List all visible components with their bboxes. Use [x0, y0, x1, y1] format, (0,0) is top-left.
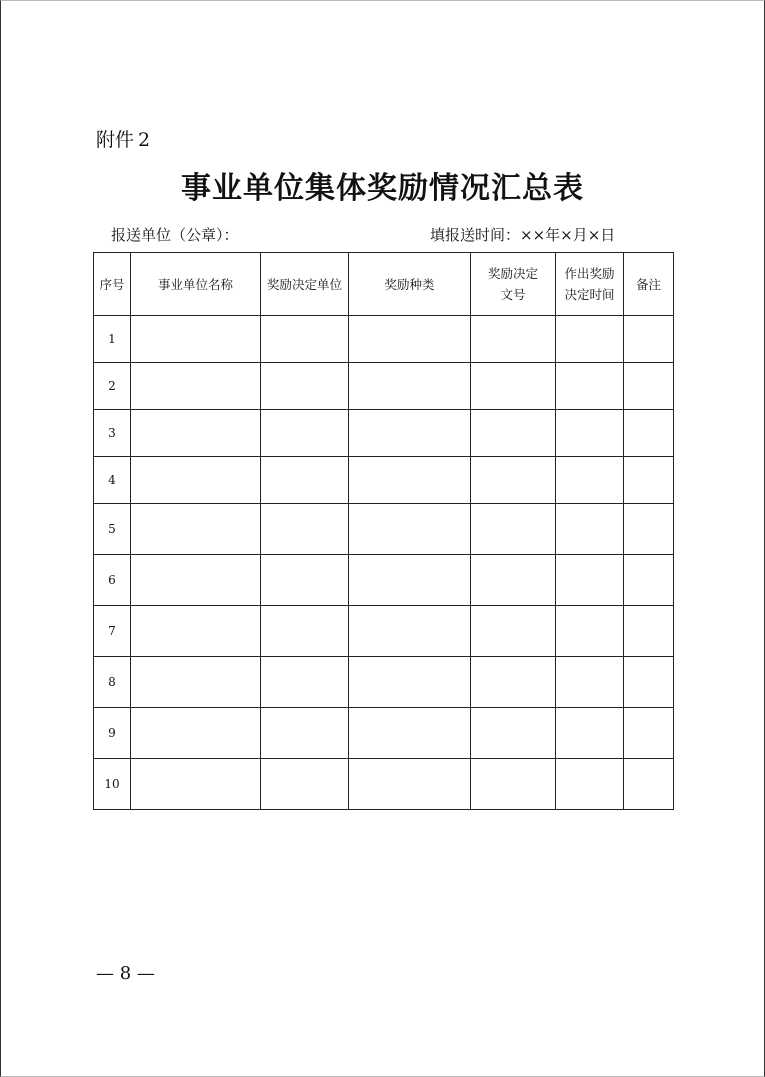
cell-remarks[interactable]: [624, 316, 674, 363]
row-seq: 8: [94, 657, 131, 708]
cell-remarks[interactable]: [624, 759, 674, 810]
cell-decision-time[interactable]: [556, 708, 624, 759]
cell-award-type[interactable]: [349, 708, 471, 759]
reporting-date-label: 填报送时间：××年×月×日: [430, 226, 616, 244]
cell-unit-name[interactable]: [131, 657, 261, 708]
cell-decision-unit[interactable]: [261, 606, 349, 657]
header-decision-time-line2: 决定时间: [564, 287, 615, 302]
cell-decision-unit[interactable]: [261, 457, 349, 504]
cell-remarks[interactable]: [624, 657, 674, 708]
header-decision-doc-no: [471, 253, 556, 316]
table-row: [94, 555, 674, 606]
cell-remarks[interactable]: [624, 504, 674, 555]
cell-decision-unit[interactable]: [261, 657, 349, 708]
row-seq: 3: [94, 410, 131, 457]
attachment-text: 附件: [96, 129, 135, 151]
cell-award-type[interactable]: [349, 657, 471, 708]
row-seq: 7: [94, 606, 131, 657]
cell-doc-no[interactable]: [471, 606, 556, 657]
table-row: [94, 316, 674, 363]
cell-remarks[interactable]: [624, 708, 674, 759]
cell-doc-no[interactable]: [471, 316, 556, 363]
cell-award-type[interactable]: [349, 410, 471, 457]
row-seq: 6: [94, 555, 131, 606]
attachment-label: [96, 125, 150, 152]
cell-decision-unit[interactable]: [261, 759, 349, 810]
cell-award-type[interactable]: [349, 363, 471, 410]
row-seq: 4: [94, 457, 131, 504]
cell-doc-no[interactable]: [471, 457, 556, 504]
header-decision-unit: 奖励决定单位: [261, 253, 349, 316]
header-decision-time-line1: 作出奖励: [564, 266, 615, 281]
cell-unit-name[interactable]: [131, 363, 261, 410]
table-header-row: [94, 253, 674, 316]
table-row: [94, 363, 674, 410]
cell-decision-unit[interactable]: [261, 504, 349, 555]
cell-award-type[interactable]: [349, 504, 471, 555]
cell-remarks[interactable]: [624, 410, 674, 457]
cell-award-type[interactable]: [349, 759, 471, 810]
row-seq: 9: [94, 708, 131, 759]
cell-decision-time[interactable]: [556, 606, 624, 657]
cell-award-type[interactable]: [349, 316, 471, 363]
header-decision-time: [556, 253, 624, 316]
cell-doc-no[interactable]: [471, 657, 556, 708]
header-award-type: 奖励种类: [349, 253, 471, 316]
row-seq: 10: [94, 759, 131, 810]
cell-award-type[interactable]: [349, 555, 471, 606]
cell-decision-time[interactable]: [556, 363, 624, 410]
cell-doc-no[interactable]: [471, 363, 556, 410]
cell-decision-time[interactable]: [556, 316, 624, 363]
cell-doc-no[interactable]: [471, 504, 556, 555]
cell-unit-name[interactable]: [131, 555, 261, 606]
reporting-unit-label: 报送单位（公章）：: [111, 226, 239, 244]
row-seq: 5: [94, 504, 131, 555]
cell-decision-time[interactable]: [556, 457, 624, 504]
header-seq: 序号: [94, 253, 131, 316]
summary-table: [93, 252, 674, 810]
cell-decision-unit[interactable]: [261, 708, 349, 759]
cell-unit-name[interactable]: [131, 606, 261, 657]
cell-decision-time[interactable]: [556, 657, 624, 708]
header-decision-doc-no-line2: 文号: [500, 287, 526, 302]
cell-unit-name[interactable]: [131, 504, 261, 555]
cell-award-type[interactable]: [349, 606, 471, 657]
row-seq: 2: [94, 363, 131, 410]
cell-unit-name[interactable]: [131, 410, 261, 457]
table-row: [94, 457, 674, 504]
page-number: — 8 —: [96, 963, 155, 984]
table-row: [94, 504, 674, 555]
cell-remarks[interactable]: [624, 363, 674, 410]
table-row: [94, 410, 674, 457]
table-row: [94, 708, 674, 759]
cell-decision-time[interactable]: [556, 410, 624, 457]
table-row: [94, 606, 674, 657]
cell-decision-unit[interactable]: [261, 555, 349, 606]
cell-decision-time[interactable]: [556, 504, 624, 555]
cell-decision-time[interactable]: [556, 555, 624, 606]
cell-decision-unit[interactable]: [261, 316, 349, 363]
header-decision-doc-no-line1: 奖励决定: [487, 266, 538, 281]
cell-remarks[interactable]: [624, 606, 674, 657]
header-remarks: 备注: [624, 253, 674, 316]
cell-remarks[interactable]: [624, 457, 674, 504]
cell-unit-name[interactable]: [131, 457, 261, 504]
cell-doc-no[interactable]: [471, 410, 556, 457]
table-row: [94, 759, 674, 810]
cell-remarks[interactable]: [624, 555, 674, 606]
header-unit-name: 事业单位名称: [131, 253, 261, 316]
cell-doc-no[interactable]: [471, 555, 556, 606]
cell-doc-no[interactable]: [471, 708, 556, 759]
row-seq: 1: [94, 316, 131, 363]
cell-decision-time[interactable]: [556, 759, 624, 810]
cell-unit-name[interactable]: [131, 316, 261, 363]
cell-award-type[interactable]: [349, 457, 471, 504]
attachment-number: 2: [138, 129, 151, 151]
cell-decision-unit[interactable]: [261, 363, 349, 410]
cell-doc-no[interactable]: [471, 759, 556, 810]
cell-unit-name[interactable]: [131, 759, 261, 810]
cell-decision-unit[interactable]: [261, 410, 349, 457]
page-title: 事业单位集体奖励情况汇总表: [181, 171, 584, 206]
table-row: [94, 657, 674, 708]
cell-unit-name[interactable]: [131, 708, 261, 759]
